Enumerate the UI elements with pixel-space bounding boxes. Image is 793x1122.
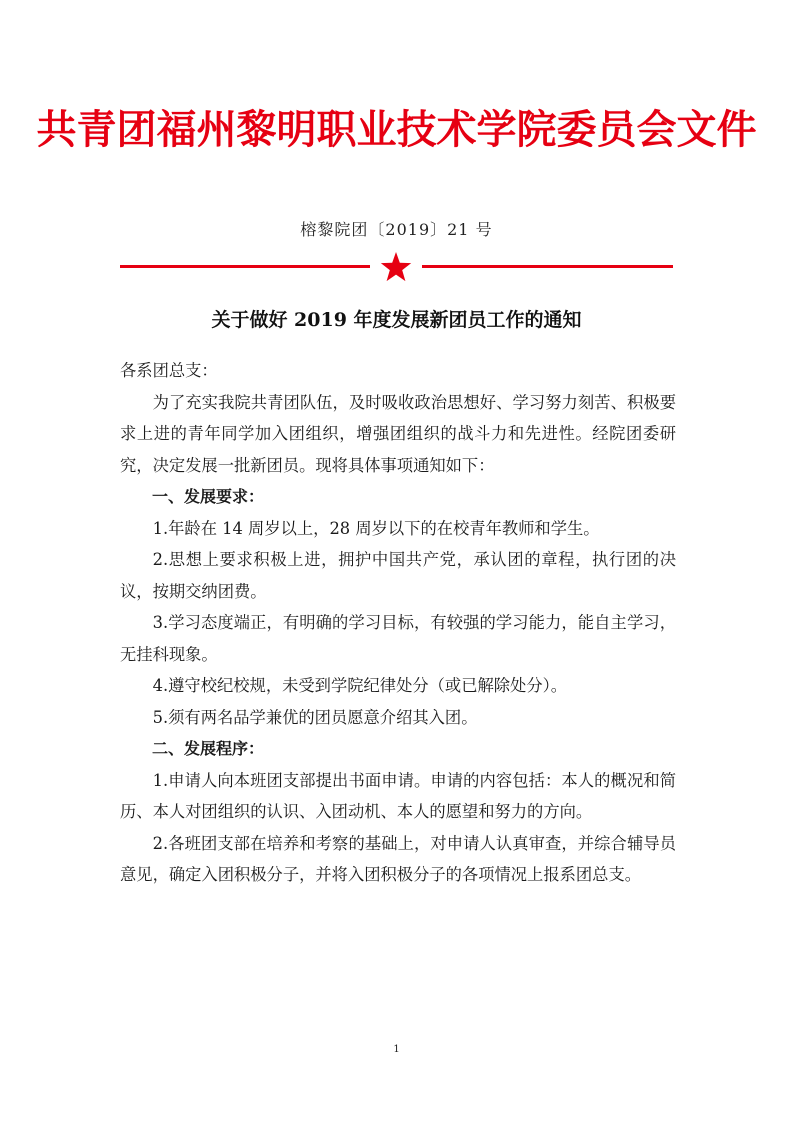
requirement-item: 1.年龄在 14 周岁以上，28 周岁以下的在校青年教师和学生。 [152,518,600,538]
divider-line-right [422,265,673,268]
document-header-title: 共青团福州黎明职业技术学院委员会文件 [36,107,757,153]
star-icon [380,252,412,282]
procedure-item: 2.各班团支部在培养和考察的基础上，对申请人认真审查，并综合辅导员意见，确定入团积极分子，并将入团积极分子的各项情况上报系团总支。 [120,833,676,884]
requirement-item: 5.须有两名品学兼优的团员愿意介绍其入团。 [152,707,478,727]
divider-line-left [120,265,370,268]
salutation: 各系团总支： [120,361,218,380]
intro-paragraph: 为了充实我院共青团队伍，及时吸收政治思想好、学习努力刻苦、积极要求上进的青年同学加入团组织，增强团组织的战斗力和先进性。经院团委研究，决定发展一批新团员。现将具体事项通知如下： [120,392,676,475]
requirement-item: 4.遵守校纪校规，未受到学院纪律处分（或已解除处分）。 [152,676,568,695]
requirement-item: 3.学习态度端正，有明确的学习目标，有较强的学习能力，能自主学习，无挂科现象。 [120,613,676,664]
document-body [120,355,676,891]
document-number: 榕黎院团〔2019〕21 号 [300,220,493,239]
header-divider [120,252,673,282]
section-heading-requirements: 一、发展要求： [152,487,265,506]
notice-title: 关于做好 2019 年度发展新团员工作的通知 [211,309,582,331]
page-number: 1 [393,1044,400,1055]
procedure-item: 1.申请人向本班团支部提出书面申请。申请的内容包括：本人的概况和简历、本人对团组织的认识、入团动机、本人的愿望和努力的方向。 [120,770,676,821]
requirement-item: 2.思想上要求积极上进，拥护中国共产党，承认团的章程，执行团的决议，按期交纳团费。 [120,550,676,601]
section-heading-procedure: 二、发展程序： [152,739,265,758]
